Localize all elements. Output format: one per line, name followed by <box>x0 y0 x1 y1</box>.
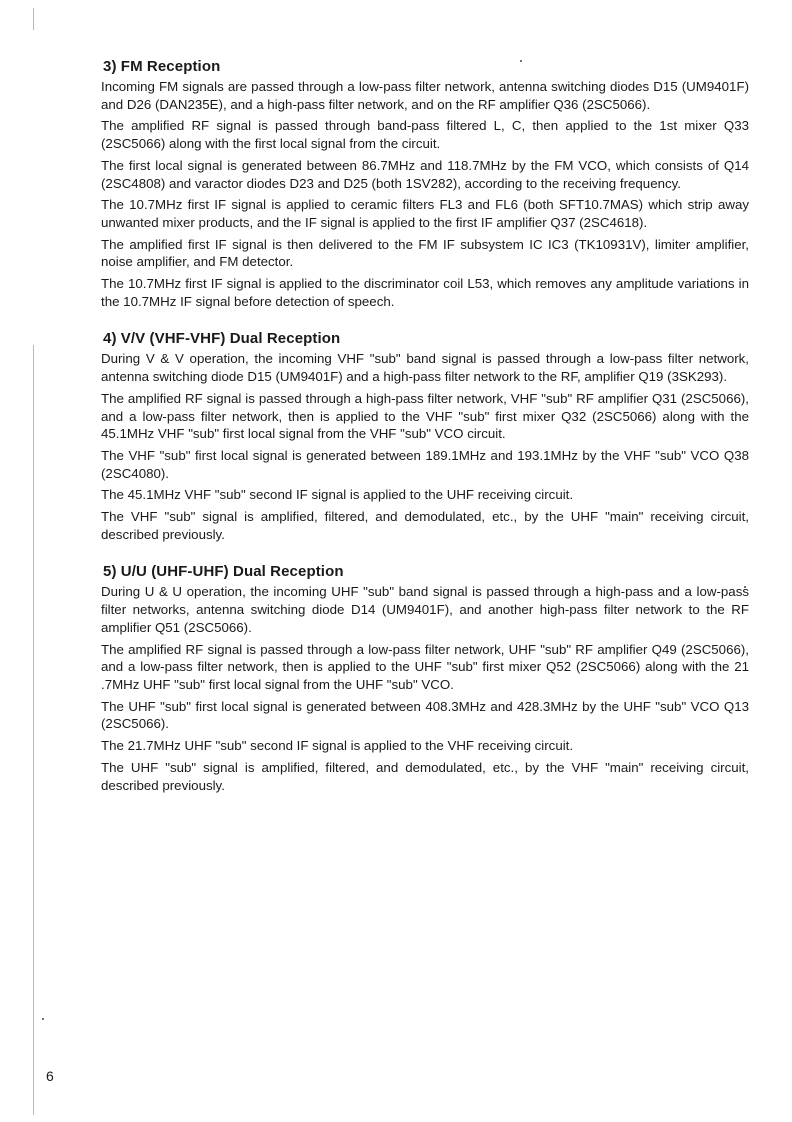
paragraph: Incoming FM signals are passed through a low-pass filter network, antenna switching diodes D15 (UM9401F) and D26 (DAN235E), and a high-pass filter network, and on the RF amplifier Q36 (2SC5066). <box>101 79 749 112</box>
paragraph: The first local signal is generated between 86.7MHz and 118.7MHz by the FM VCO, which consists of Q14 (2SC4808) and varactor diodes D23 and D25 (both 1SV282), according to the receiving frequency. <box>101 157 749 191</box>
section-uu-dual-reception <box>101 563 749 794</box>
paragraph: The amplified RF signal is passed through a low-pass filter network, UHF "sub" RF amplifier Q49 (2SC5066), and a low-pass filter network, then is applied to the UHF "sub" first mixer Q52 (2SC5066) along with the 21 .7MHz UHF "sub" first local signal from the UHF "sub" VCO. <box>101 641 749 692</box>
paragraph: The 10.7MHz first IF signal is applied to the discriminator coil L53, which removes any amplitude variations in the 10.7MHz IF signal before detection of speech. <box>101 276 749 309</box>
section-vv-dual-reception <box>101 330 749 543</box>
section-heading: 4) V/V (VHF-VHF) Dual Reception <box>103 330 341 348</box>
paragraph: The UHF "sub" first local signal is generated between 408.3MHz and 428.3MHz by the UHF "sub" VCO Q13 (2SC5066). <box>101 698 749 732</box>
paragraph: The VHF "sub" first local signal is generated between 189.1MHz and 193.1MHz by the VHF "sub" VCO Q38 (2SC4080). <box>101 447 749 481</box>
page-number: 6 <box>46 1068 54 1084</box>
paragraph: The amplified RF signal is passed through band-pass filtered L, C, then applied to the 1st mixer Q33 (2SC5066) along with the first local signal from the circuit. <box>101 118 749 152</box>
paragraph: During V & V operation, the incoming VHF "sub" band signal is passed through a low-pass filter network, antenna switching diode D15 (UM9401F) and a high-pass filter network to the RF, amplifier Q19 (3SK293). <box>101 351 749 385</box>
paragraph: The VHF "sub" signal is amplified, filtered, and demodulated, etc., by the UHF "main" receiving circuit, described previously. <box>101 509 749 542</box>
section-heading: 3) FM Reception <box>103 58 221 75</box>
paragraph: The amplified RF signal is passed through a high-pass filter network, VHF "sub" RF amplifier Q31 (2SC5066), and a low-pass filter network, then is applied to the VHF "sub" first mixer Q32 (2SC5066) along with the 45.1MHz VHF "sub" first local signal from the VHF "sub" VCO circuit. <box>101 390 749 442</box>
paragraph: During U & U operation, the incoming UHF "sub" band signal is passed through a high-pass and a low-pass filter networks, antenna switching diode D14 (UM9401F), and another high-pass filter network to the RF amplifier Q51 (2SC5066). <box>101 584 749 635</box>
paragraph: The 10.7MHz first IF signal is applied to ceramic filters FL3 and FL6 (both SFT10.7MAS) which strip away unwanted mixer products, and the IF signal is applied to the first IF amplifier Q37 (2SC4618). <box>101 197 749 230</box>
paragraph: The amplified first IF signal is then delivered to the FM IF subsystem IC IC3 (TK10931V), limiter amplifier, noise amplifier, and FM detector. <box>101 236 749 270</box>
paragraph: The UHF "sub" signal is amplified, filtered, and demodulated, etc., by the VHF "main" receiving circuit, described previously. <box>101 759 749 793</box>
binding-edge-line <box>33 345 34 1115</box>
paragraph: The 21.7MHz UHF "sub" second IF signal is applied to the VHF receiving circuit. <box>101 738 574 754</box>
paragraph: The 45.1MHz VHF "sub" second IF signal is applied to the UHF receiving circuit. <box>101 487 574 503</box>
section-heading: 5) U/U (UHF-UHF) Dual Reception <box>103 563 344 581</box>
section-fm-reception <box>101 58 749 310</box>
binding-edge-line <box>33 8 34 30</box>
manual-page <box>101 58 749 814</box>
scan-speck <box>42 1018 44 1020</box>
